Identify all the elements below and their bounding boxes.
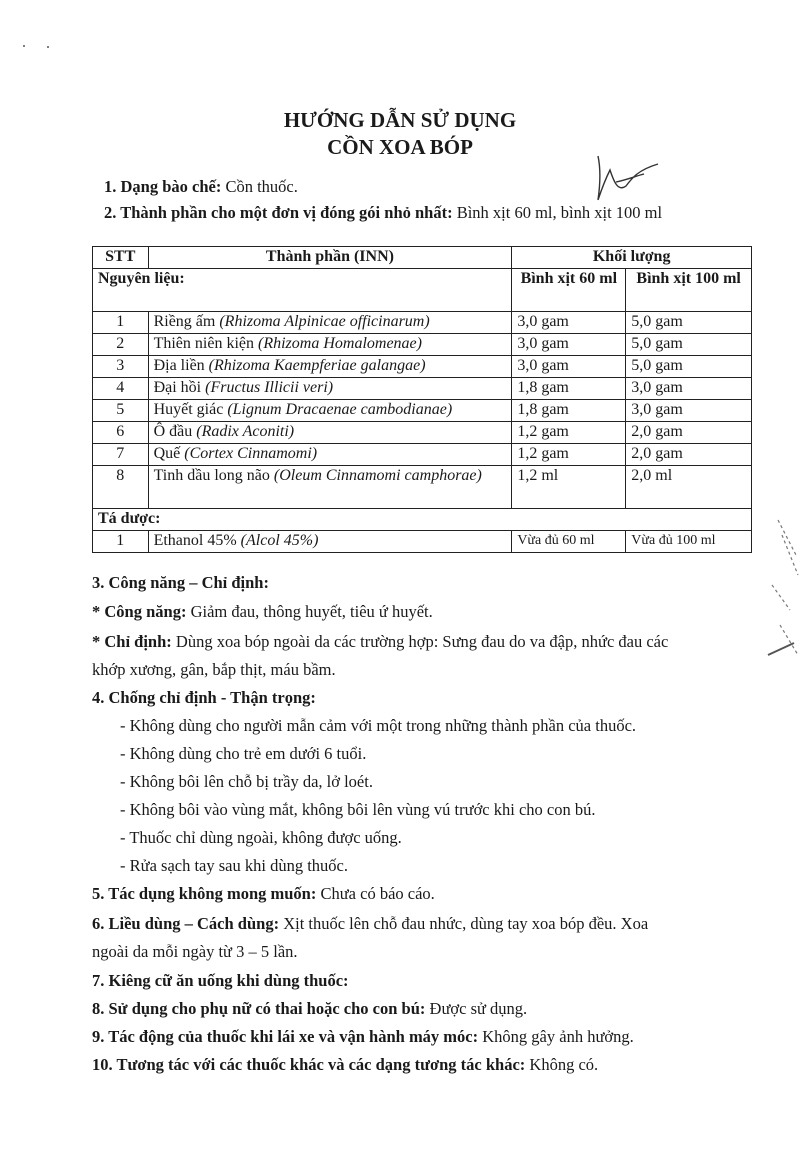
row-stt: 1 [93,312,149,334]
row-stt: 1 [93,531,149,553]
row-name-vi: Ô đầu [153,423,197,440]
table-subheader-row [93,269,752,312]
row-qty-100ml: 5,0 gam [626,356,752,378]
header-stt: STT [93,247,149,269]
list-item: - Rửa sạch tay sau khi dùng thuốc. [120,856,348,875]
row-name [148,444,512,466]
section-1 [104,177,298,197]
row-qty-100ml: 3,0 gam [626,400,752,422]
row-stt: 4 [93,378,149,400]
section-5 [92,884,435,904]
row-qty-60ml: 3,0 gam [512,334,626,356]
row-name [148,531,512,553]
row-name-latin: (Cortex Cinnamomi) [184,445,318,462]
row-qty-60ml: 3,0 gam [512,356,626,378]
section-3 [92,573,269,593]
section-10-value: Không có. [525,1055,599,1074]
row-qty-100ml: 2,0 gam [626,422,752,444]
row-name-latin: (Lignum Dracaenae cambodianae) [227,401,453,418]
row-name-latin: (Fructus Illicii veri) [205,379,334,396]
row-qty-60ml: 1,2 gam [512,444,626,466]
row-name [148,378,512,400]
row-qty-60ml: Vừa đủ 60 ml [512,531,626,553]
row-qty-100ml: 2,0 ml [626,466,752,509]
section-9-value: Không gây ảnh hưởng. [478,1027,634,1046]
doc-subtitle: CỒN XOA BÓP [327,135,473,159]
section-4 [92,688,316,708]
list-item: - Không bôi vào vùng mắt, không bôi lên vùng vú trước khi cho con bú. [120,800,596,819]
section-1-value: Cồn thuốc. [221,177,298,196]
section-6-cont: ngoài da mỗi ngày từ 3 – 5 lần. [92,942,298,961]
section-2-value: Bình xịt 60 ml, bình xịt 100 ml [452,203,663,222]
scan-speck [23,45,25,47]
row-qty-60ml: 1,2 ml [512,466,626,509]
section-3b-value: Dùng xoa bóp ngoài da các trường hợp: Sưng đau do va đập, nhức đau các [171,632,669,651]
table-header-row [93,247,752,269]
row-name-vi: Quế [153,445,185,462]
section-7 [92,971,349,991]
section-6-value: Xịt thuốc lên chỗ đau nhức, dùng tay xoa bóp đều. Xoa [279,914,649,933]
section-3a-label: * Công năng: [92,602,187,621]
scan-speck [47,46,49,48]
header-component: Thành phần (INN) [148,247,512,269]
row-name-vi: Riềng ấm [153,313,220,330]
binding-mark [760,515,800,665]
row-qty-100ml: Vừa đủ 100 ml [626,531,752,553]
header-col-100ml: Bình xịt 100 ml [626,269,752,312]
row-name [148,400,512,422]
section-7-label: 7. Kiêng cữ ăn uống khi dùng thuốc: [92,971,349,990]
list-item: - Thuốc chỉ dùng ngoài, không được uống. [120,828,402,847]
row-name-latin: (Oleum Cinnamomi camphorae) [273,467,482,484]
list-item: - Không bôi lên chỗ bị trầy da, lở loét. [120,772,373,791]
row-qty-60ml: 1,8 gam [512,378,626,400]
section-5-label: 5. Tác dụng không mong muốn: [92,884,317,903]
header-raw-materials: Nguyên liệu: [93,269,512,312]
section-5-value: Chưa có báo cáo. [316,884,435,903]
row-name [148,466,512,509]
header-mass: Khối lượng [512,247,752,269]
section-2 [104,203,662,223]
row-qty-60ml: 1,2 gam [512,422,626,444]
header-col-60ml: Bình xịt 60 ml [512,269,626,312]
section-8 [92,999,527,1019]
list-item: - Không dùng cho trẻ em dưới 6 tuổi. [120,744,367,763]
row-name-latin: (Rhizoma Kaempferiae galangae) [208,357,426,374]
section-6-label: 6. Liều dùng – Cách dùng: [92,914,280,933]
section-3a-value: Giảm đau, thông huyết, tiêu ứ huyết. [186,602,433,621]
table-row [93,444,752,466]
row-qty-100ml: 3,0 gam [626,378,752,400]
row-qty-60ml: 1,8 gam [512,400,626,422]
row-name-latin: (Alcol 45%) [240,532,319,549]
table-row [93,378,752,400]
row-name-vi: Huyết giác [153,401,228,418]
row-name [148,334,512,356]
row-stt: 7 [93,444,149,466]
section-9-label: 9. Tác động của thuốc khi lái xe và vận hành máy móc: [92,1027,479,1046]
section-9 [92,1027,634,1047]
section-6 [92,914,648,934]
list-item: - Không dùng cho người mẫn cảm với một trong những thành phần của thuốc. [120,716,637,735]
excipient-label: Tá dược: [93,509,752,531]
row-qty-100ml: 5,0 gam [626,334,752,356]
row-stt: 3 [93,356,149,378]
section-2-label: 2. Thành phần cho một đơn vị đóng gói nhỏ nhất: [104,203,453,222]
row-stt: 5 [93,400,149,422]
table-row [93,312,752,334]
row-name-vi: Đại hồi [153,379,206,396]
section-4-label: 4. Chống chỉ định - Thận trọng: [92,688,316,707]
section-3a [92,602,433,622]
doc-title: HƯỚNG DẪN SỬ DỤNG [283,108,517,132]
row-name-latin: (Rhizoma Alpinicae officinarum) [219,313,430,330]
excipient-label-row [93,509,752,531]
row-stt: 8 [93,466,149,509]
table-row [93,356,752,378]
row-stt: 2 [93,334,149,356]
section-3-label: 3. Công năng – Chỉ định: [92,573,269,592]
section-10-label: 10. Tương tác với các thuốc khác và các dạng tương tác khác: [92,1055,526,1074]
section-1-label: 1. Dạng bào chế: [104,177,222,196]
row-name-vi: Ethanol 45% [153,532,241,549]
row-name-latin: (Radix Aconiti) [196,423,295,440]
ingredient-table [92,246,752,553]
row-name [148,312,512,334]
section-8-value: Được sử dụng. [425,999,528,1018]
row-name [148,422,512,444]
row-name [148,356,512,378]
table-row [93,422,752,444]
row-name-vi: Địa liền [153,357,209,374]
section-3b-label: * Chỉ định: [92,632,172,651]
row-name-vi: Tinh dầu long não [153,467,274,484]
row-name-latin: (Rhizoma Homalomenae) [258,335,422,352]
table-row [93,400,752,422]
section-8-label: 8. Sử dụng cho phụ nữ có thai hoặc cho con bú: [92,999,426,1018]
section-3b-cont: khớp xương, gân, bắp thịt, máu bầm. [92,660,336,679]
row-stt: 6 [93,422,149,444]
section-10 [92,1055,598,1075]
row-name-vi: Thiên niên kiện [153,335,258,352]
section-3b [92,632,668,652]
table-row [93,531,752,553]
row-qty-100ml: 2,0 gam [626,444,752,466]
table-row [93,466,752,509]
row-qty-100ml: 5,0 gam [626,312,752,334]
row-qty-60ml: 3,0 gam [512,312,626,334]
table-row [93,334,752,356]
